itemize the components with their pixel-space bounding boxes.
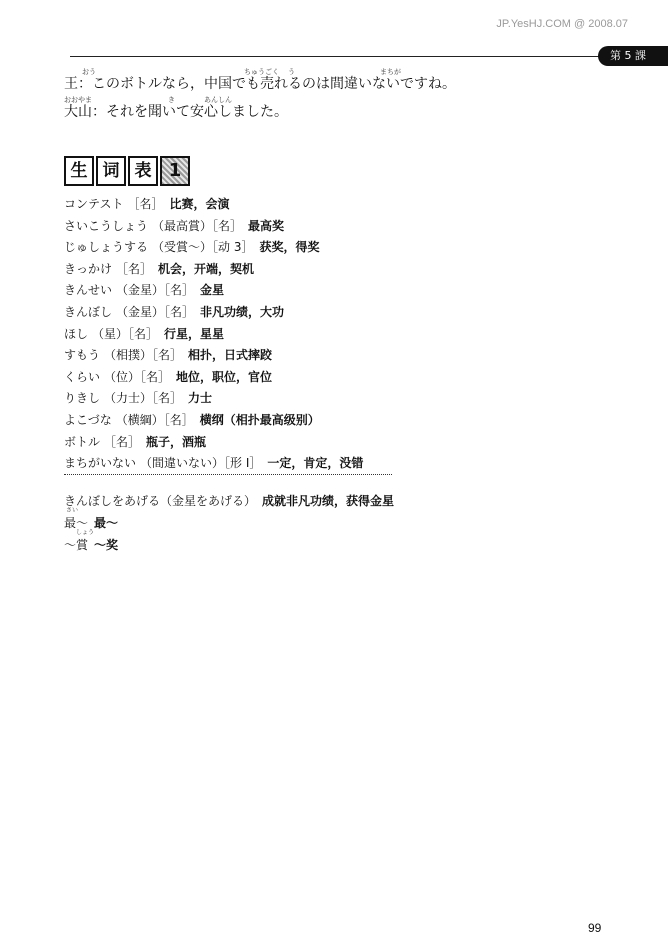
vocab-entry [64, 302, 584, 324]
speaker-name: 王 [64, 76, 78, 92]
watermark: JP.YesHJ.COM @ 2008.07 [496, 18, 628, 30]
dotted-separator [64, 474, 392, 475]
vocab-meta: （横綱）［名］ [115, 412, 194, 427]
vocab-word: りきし [64, 391, 101, 406]
vocab-title-char: 表 [128, 156, 158, 186]
vocab-entry [64, 259, 584, 281]
vocab-meta: （相撲）［名］ [104, 348, 183, 363]
vocab-entry [64, 388, 584, 410]
vocab-meaning: 横纲（相扑最高级别） [199, 412, 320, 427]
vocab-entry [64, 367, 584, 389]
extra-entry [64, 490, 394, 512]
vocab-meaning: 一定，肯定，没错 [267, 456, 364, 471]
word-ruby: あんしん [204, 96, 232, 104]
extra-meaning: ～奖 [94, 538, 119, 552]
vocab-meaning: 最高奖 [248, 218, 285, 233]
vocab-meaning: 金星 [200, 283, 225, 298]
vocab-title-number: 1 [160, 156, 190, 186]
vocab-meta: （星）［名］ [92, 326, 159, 341]
vocab-entry [64, 216, 584, 238]
vocab-meta: ［名］ [116, 261, 153, 276]
speaker-ruby: おおやま [64, 96, 92, 104]
vocab-meta: （位）［名］ [104, 369, 171, 384]
vocab-word: ボトル [64, 434, 101, 449]
vocab-word: きっかけ [64, 261, 113, 276]
extra-entry [64, 529, 394, 556]
vocab-meta: ［名］ [127, 197, 164, 211]
extra-meaning: 成就非凡功绩，获得金星 [262, 494, 395, 508]
vocab-meaning: 地位，职位，官位 [176, 369, 273, 384]
header-rule [70, 56, 600, 57]
extra-word: 最～ [64, 516, 89, 530]
vocab-meaning: 机会，开端，契机 [158, 261, 255, 276]
word-ruby: ちゅうごく [244, 68, 279, 76]
lesson-badge: 第 5 課 [598, 46, 668, 66]
vocab-meaning: 相扑，日式摔跤 [188, 348, 273, 363]
vocab-word: くらい [64, 369, 101, 384]
vocab-word: きんぼし [64, 304, 113, 319]
vocab-word: よこづな [64, 412, 112, 427]
speaker-ruby: おう [82, 68, 96, 76]
vocab-entry [64, 280, 584, 302]
vocab-meta: （力士）［名］ [104, 391, 183, 406]
vocab-entry [64, 345, 584, 367]
extra-expressions [64, 490, 394, 556]
vocab-word: ほし [64, 326, 89, 341]
extra-ruby: しょう [76, 529, 95, 536]
vocab-table-title [64, 156, 190, 186]
dialogue-line [64, 104, 288, 120]
extra-word: きんぼしをあげる [64, 494, 161, 508]
vocab-meaning: 获奖，得奖 [259, 240, 320, 255]
word-ruby: まちが [380, 68, 401, 76]
vocab-word: コンテスト [64, 197, 124, 211]
vocab-entry [64, 410, 584, 432]
vocab-entry [64, 237, 584, 259]
vocab-meaning: 力士 [188, 391, 213, 406]
vocab-title-char: 词 [96, 156, 126, 186]
vocab-entry [64, 324, 584, 346]
vocab-meaning: 行星，星星 [164, 326, 225, 341]
extra-ruby: さい [66, 507, 79, 514]
vocab-meaning: 比赛，会演 [169, 197, 230, 211]
vocab-word: きんせい [64, 283, 113, 298]
vocab-meaning: 非凡功绩，大功 [200, 304, 285, 319]
page-number: 99 [588, 921, 602, 935]
vocab-entry [64, 432, 584, 454]
extra-meta: （金星をあげる） [160, 494, 257, 508]
vocab-title-char: 生 [64, 156, 94, 186]
vocab-meaning: 瓶子，酒瓶 [146, 434, 207, 449]
vocab-word: まちがいない [64, 456, 137, 471]
dialogue-text: ：それを聞いて安心しました。 [92, 104, 288, 120]
vocab-meta: （間違いない）［形 I］ [140, 456, 262, 471]
vocab-word: さいこうしょう [64, 218, 149, 233]
vocab-entry [64, 194, 584, 216]
vocab-entry [64, 453, 584, 475]
dialogue-text: ：このボトルなら，中国でも売れるのは間違いないですね。 [78, 76, 456, 92]
speaker-name: 大山 [64, 104, 92, 120]
vocab-meta: （受賞～）［动 3］ [152, 240, 254, 255]
vocab-meta: （金星）［名］ [116, 304, 195, 319]
word-ruby: き [168, 96, 175, 104]
dialogue-line [64, 76, 456, 92]
vocab-word: すもう [64, 348, 101, 363]
vocab-word: じゅしょうする [64, 240, 149, 255]
vocab-meta: （最高賞）［名］ [152, 218, 243, 233]
vocab-list [64, 194, 584, 475]
word-ruby: う [288, 68, 295, 76]
vocab-meta: ［名］ [104, 434, 141, 449]
extra-meaning: 最～ [94, 516, 119, 530]
extra-word: ～賞 [64, 538, 89, 552]
vocab-meta: （金星）［名］ [116, 283, 195, 298]
extra-entry [64, 507, 394, 534]
